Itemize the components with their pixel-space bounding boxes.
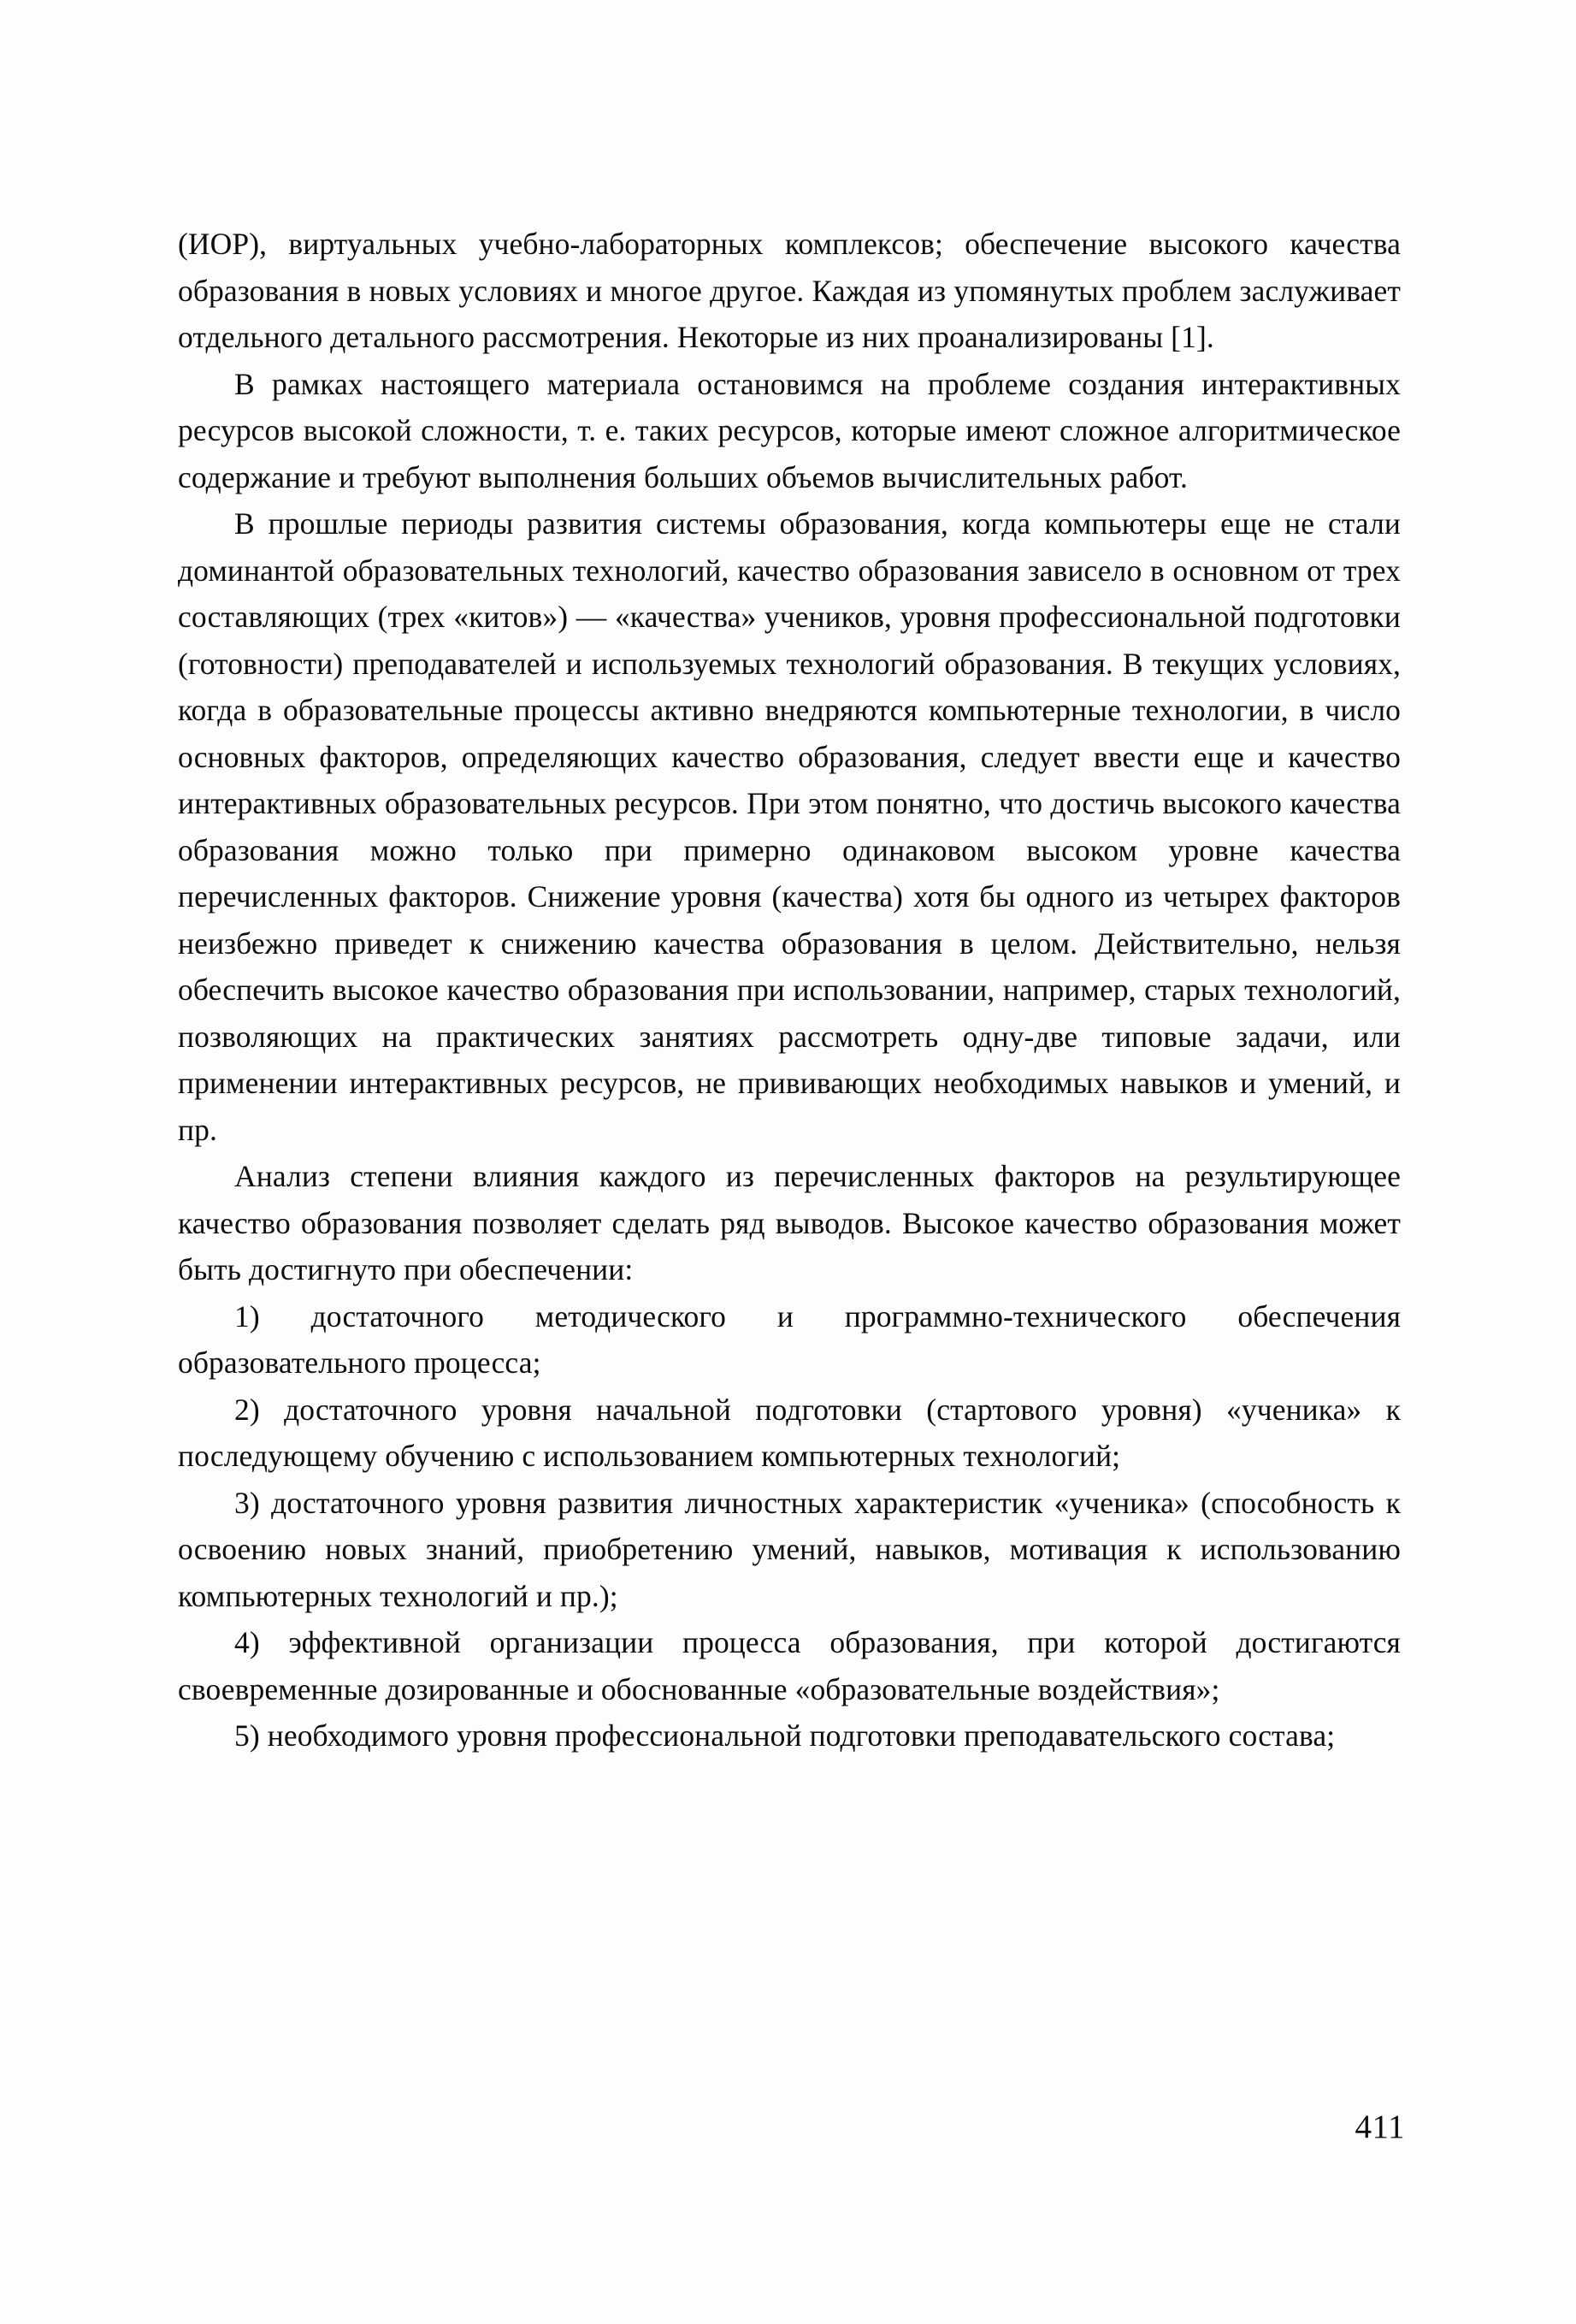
paragraph-list-item-2: 2) достаточного уровня начальной подготовки (стартового уровня) «ученика» к последующему обучению с использованием компьютерных технологий; bbox=[178, 1392, 1401, 1473]
page-number: 411 bbox=[1355, 2108, 1405, 2145]
paragraph-list-item-3: 3) достаточного уровня развития личностных характеристик «ученика» (способность к освоению новых знаний, приобретению умений, навыков, мотивация к использованию компьютерных технологий и пр.); bbox=[178, 1485, 1401, 1613]
paragraph-3: В прошлые периоды развития системы образования, когда компьютеры еще не стали доминантой образовательных технологий, качество образования зависело в основном от трех составляющих (трех «китов») — «качества» учеников, уровня профессиональной подготовки (готовности) преподавателей и используемых технологий образования. В текущих условиях, когда в образовательные процессы активно внедряются компьютерные технологии, в число основных факторов, определяющих качество образования, следует ввести еще и качество интерактивных образовательных ресурсов. При этом понятно, что достичь высокого качества образования можно только при примерно одинаковом высоком уровне качества перечисленных факторов. Снижение уровня (качества) хотя бы одного из четырех факторов неизбежно приведет к снижению качества образования в целом. Действительно, нельзя обеспечить высокое качество образования при использовании, например, старых технологий, позволяющих на практических занятиях рассмотреть одну-две типовые задачи, или применении интерактивных ресурсов, не прививающих необходимых навыков и умений, и пр. bbox=[178, 506, 1401, 1147]
paragraph-1: (ИОР), виртуальных учебно-лабораторных комплексов; обеспечение высокого качества образования в новых условиях и многое другое. Каждая из упомянутых проблем заслуживает отдельного детального рассмотрения. Некоторые из них проанализированы [1]. bbox=[178, 227, 1401, 354]
paragraph-list-item-4: 4) эффективной организации процесса образования, при которой достигаются своевременные дозированные и обоснованные «образовательные воздействия»; bbox=[178, 1625, 1401, 1706]
paragraph-4: Анализ степени влияния каждого из перечисленных факторов на результирующее качество образования позволяет сделать ряд выводов. Высокое качество образования может быть достигнуто при обеспечении: bbox=[178, 1159, 1401, 1286]
paragraph-2: В рамках настоящего материала остановимся на проблеме создания интерактивных ресурсов высокой сложности, т. е. таких ресурсов, которые имеют сложное алгоритмическое содержание и требуют выполнения больших объемов вычислительных работ. bbox=[178, 366, 1401, 494]
paragraph-list-item-5: 5) необходимого уровня профессиональной подготовки преподавательского состава; bbox=[234, 1718, 1336, 1753]
body-text-column bbox=[178, 221, 1401, 1759]
paragraph-list-item-1: 1) достаточного методического и программно-технического обеспечения образовательного процесса; bbox=[178, 1298, 1401, 1380]
